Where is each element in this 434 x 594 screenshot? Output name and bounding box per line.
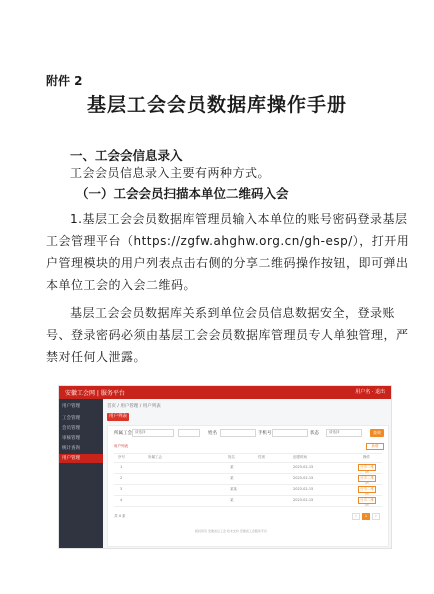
app-header-bar: [59, 386, 391, 399]
row-index: 2: [120, 476, 123, 480]
table-title: 用户列表: [114, 444, 128, 448]
sidebar-item-active[interactable]: 用户管理: [62, 456, 80, 461]
divider: [114, 462, 382, 463]
app-brand: 安徽工会网 | 服务平台: [65, 390, 125, 397]
annex-label: 附件 2: [46, 74, 83, 88]
section-heading: 一、工会会信息录入: [70, 148, 183, 163]
column-header: 所属工会: [148, 455, 162, 459]
user-area[interactable]: 用户名 · 退出: [355, 389, 385, 395]
breadcrumb: 首页 / 用户管理 / 用户列表: [107, 404, 161, 409]
sidebar: [59, 399, 103, 548]
share-qrcode-button[interactable]: 分享二维码: [360, 487, 374, 496]
logout-link[interactable]: 退出: [374, 389, 385, 395]
sidebar-item[interactable]: 统计查询: [62, 446, 80, 451]
share-qrcode-button[interactable]: 分享二维码: [360, 465, 374, 474]
main-area: [105, 401, 389, 546]
column-header: 姓名: [228, 455, 235, 459]
status-select-value: 请选择: [329, 430, 340, 434]
phone-input[interactable]: [272, 429, 308, 437]
column-header: 序号: [118, 455, 125, 459]
filter-label: 状态: [310, 431, 319, 436]
sidebar-item[interactable]: 用户管理: [62, 404, 80, 409]
sidebar-item[interactable]: 工会管理: [62, 416, 80, 421]
row-index: 1: [120, 465, 123, 469]
share-qrcode-button[interactable]: 分享二维码: [360, 476, 374, 485]
user-name: 用户名: [355, 389, 371, 395]
document-title: 基层工会会员数据库操作手册: [86, 94, 347, 116]
sidebar-item[interactable]: 审核管理: [62, 436, 80, 441]
pager-next[interactable]: ›: [372, 513, 380, 520]
row-name: 某: [230, 498, 234, 502]
embedded-screenshot: [58, 385, 392, 549]
pager-page[interactable]: 1: [362, 513, 370, 520]
step1-paragraph: 1.基层工会会员数据库管理员输入本单位的账号密码登录基层工会管理平台（https://zgfw.ahghw.org.cn/gh-esp/），打开用户管理模块的用户列表点击右侧的分享二维码操作按钮，即可弹出本单位工会的入会二维码。: [46, 212, 410, 292]
search-button[interactable]: 查询: [370, 429, 384, 437]
divider: [114, 506, 382, 507]
filter-label: 姓名: [208, 431, 217, 436]
filter-label: 所属工会: [114, 431, 132, 436]
row-date: 2023-02-15: [293, 476, 314, 480]
org-select-value: 请选择: [135, 430, 146, 434]
share-qrcode-button[interactable]: 分享二维码: [360, 498, 374, 507]
pager-prev[interactable]: ‹: [352, 513, 360, 520]
pager-total: 共 4 条: [114, 514, 126, 518]
row-index: 4: [120, 498, 123, 502]
sidebar-item[interactable]: 会员管理: [62, 426, 80, 431]
name-input[interactable]: [220, 429, 256, 437]
row-name: 某: [230, 465, 234, 469]
app-footer: 版权所有 安徽省总工会 技术支持 安徽省工会服务平台: [195, 529, 267, 533]
divider: [114, 495, 382, 496]
security-paragraph: 基层工会会员数据库关系到单位会员信息数据安全，登录账号、登录密码必须由基层工会会员数据库管理员专人单独管理，严禁对任何人泄露。: [46, 306, 409, 364]
divider: [114, 453, 382, 454]
column-header: 性别: [258, 455, 265, 459]
add-button[interactable]: 新增: [366, 443, 384, 450]
divider: [114, 473, 382, 474]
org-select-extra[interactable]: [178, 429, 200, 437]
row-index: 3: [120, 487, 123, 491]
subsection-heading: （一）工会会员扫描本单位二维码入会: [76, 186, 289, 201]
row-date: 2023-02-15: [293, 498, 314, 502]
divider: [114, 484, 382, 485]
filter-label: 手机号: [258, 431, 272, 436]
column-header: 创建时间: [293, 455, 307, 459]
section-intro: 工会会员信息录入主要有两种方式。: [70, 166, 271, 180]
org-select[interactable]: [132, 429, 174, 437]
row-name: 某某: [230, 487, 237, 491]
column-header: 操作: [363, 455, 370, 459]
row-name: 某: [230, 476, 234, 480]
tab-user-list[interactable]: 用户列表: [109, 414, 127, 419]
row-date: 2023-02-15: [293, 487, 314, 491]
row-date: 2023-02-15: [293, 465, 314, 469]
status-select[interactable]: [326, 429, 362, 437]
